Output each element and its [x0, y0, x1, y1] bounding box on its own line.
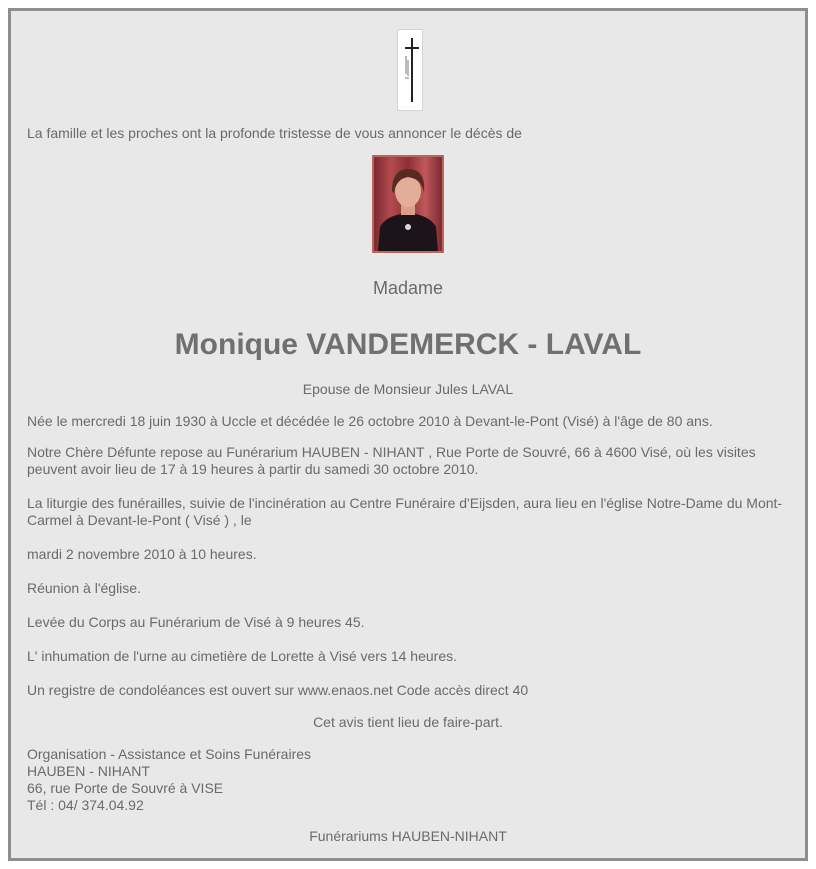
obituary-card [8, 8, 808, 861]
organisation-line-1: Organisation - Assistance et Soins Funéraires [27, 746, 312, 762]
footer-text: Funérariums HAUBEN-NIHANT [309, 828, 507, 844]
cross-icon [397, 29, 423, 111]
organisation-line-3: 66, rue Porte de Souvré à VISE [27, 780, 224, 796]
meeting-text: Réunion à l'église. [27, 580, 141, 596]
inhumation-text: L' inhumation de l'urne au cimetière de Lorette à Visé vers 14 heures. [27, 648, 458, 664]
deceased-name: Monique VANDEMERCK - LAVAL [174, 328, 642, 361]
repose-text: Notre Chère Défunte repose au Funérarium HAUBEN - NIHANT , Rue Porte de Souvré, 66 à 4600 Visé, où les visites peuvent avoir lieu de 17 à 19 heures à partir du samedi 30 octobre 2010. [27, 444, 756, 477]
levee-text: Levée du Corps au Funérarium de Visé à 9 heures 45. [27, 614, 365, 630]
spouse-text: Epouse de Monsieur Jules LAVAL [302, 381, 514, 397]
funeral-date-text: mardi 2 novembre 2010 à 10 heures. [27, 546, 257, 562]
register-text: Un registre de condoléances est ouvert sur www.enaos.net Code accès direct 40 [27, 682, 529, 698]
birth-death-text: Née le mercredi 18 juin 1930 à Uccle et décédée le 26 octobre 2010 à Devant-le-Pont (Visé) à l'âge de 80 ans. [27, 413, 713, 429]
organisation-line-2: HAUBEN - NIHANT [27, 763, 150, 779]
intro-text: La famille et les proches ont la profonde tristesse de vous annoncer le décès de [27, 125, 522, 141]
liturgy-text: La liturgie des funérailles, suivie de l'incinération au Centre Funéraire d'Eijsden, aura lieu en l'église Notre-Dame du Mont-Carmel à Devant-le-Pont ( Visé ) , le [27, 495, 783, 528]
organisation-line-4: Tél : 04/ 374.04.92 [27, 797, 144, 813]
portrait-photo [372, 155, 444, 253]
notice-text: Cet avis tient lieu de faire-part. [313, 714, 503, 730]
title-text: Madame [372, 278, 444, 298]
